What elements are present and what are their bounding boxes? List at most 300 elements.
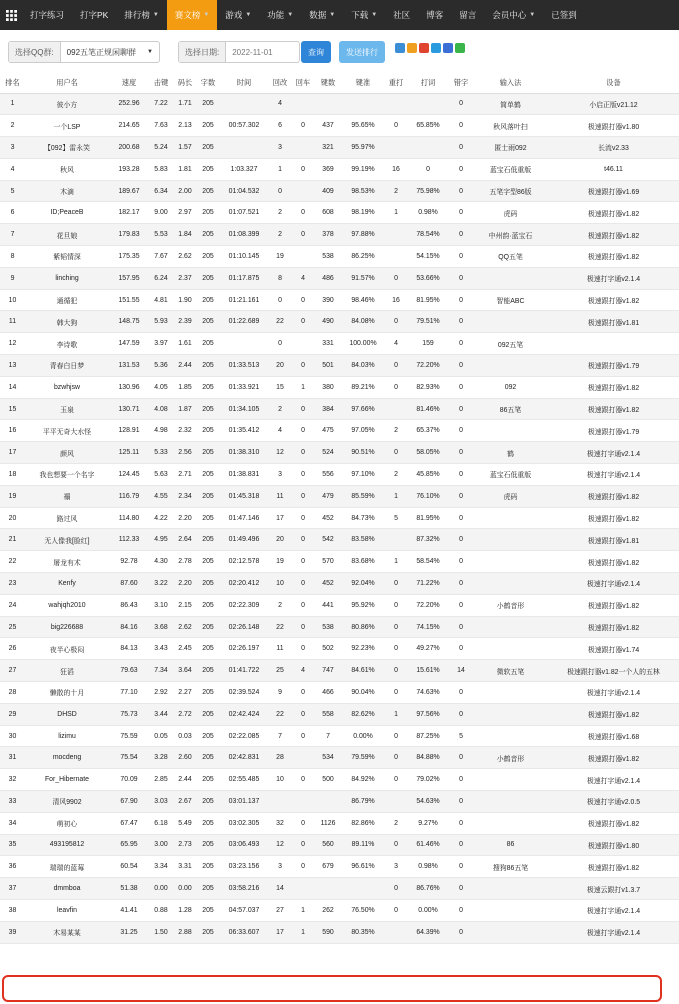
table-cell: 25 [0, 616, 25, 638]
table-cell: 86五笔 [473, 398, 548, 420]
table-cell: 0 [291, 834, 315, 856]
table-cell[interactable]: 禤 [25, 485, 109, 507]
table-cell[interactable]: linching [25, 267, 109, 289]
table-cell: 486 [315, 267, 341, 289]
table-cell [291, 747, 315, 769]
table-cell [473, 791, 548, 813]
table-row[interactable] [0, 224, 679, 246]
table-cell: 114.80 [109, 507, 149, 529]
nav-item-label: 游戏 [225, 10, 243, 20]
star-share-icon[interactable] [407, 43, 417, 53]
chevron-down-icon: ▼ [147, 49, 153, 55]
table-cell: 16 [385, 289, 407, 311]
table-cell: 01:49.496 [219, 529, 269, 551]
table-cell: 0 [449, 246, 473, 268]
column-header[interactable]: 重打 [385, 74, 407, 93]
table-cell: 54.63% [407, 791, 449, 813]
table-cell: 5.24 [149, 137, 173, 159]
column-header[interactable]: 回改 [269, 74, 291, 93]
table-cell: 90.51% [341, 442, 385, 464]
table-cell: 54.15% [407, 246, 449, 268]
table-header-row [0, 74, 679, 93]
table-cell: 97.10% [341, 464, 385, 486]
table-cell: 85.59% [341, 485, 385, 507]
table-cell: 84.73% [341, 507, 385, 529]
column-header[interactable]: 用户名 [25, 74, 109, 93]
table-cell: 76.50% [341, 899, 385, 921]
highlight-box [2, 975, 662, 1002]
table-cell[interactable]: big226688 [25, 616, 109, 638]
table-row[interactable] [0, 115, 679, 137]
table-cell: 01:17.875 [219, 267, 269, 289]
table-row[interactable] [0, 202, 679, 224]
table-cell [548, 333, 679, 355]
table-cell: 100.00% [341, 333, 385, 355]
table-row[interactable] [0, 856, 679, 878]
table-cell: 0 [449, 180, 473, 202]
table-cell: 19 [0, 485, 25, 507]
table-cell: 极速跟打器v1.82 [548, 507, 679, 529]
table-cell: 极速跟打器v1.82 [548, 398, 679, 420]
table-cell: 4.55 [149, 485, 173, 507]
table-cell[interactable]: 玉泉 [25, 398, 109, 420]
table-cell: 5.49 [173, 812, 197, 834]
table-cell: 0 [291, 551, 315, 573]
table-cell: 205 [197, 856, 219, 878]
table-cell: 02:12.578 [219, 551, 269, 573]
table-cell: 00:57.302 [219, 115, 269, 137]
caret-down-icon: ▼ [245, 12, 252, 18]
table-cell[interactable]: ID;PeaceB [25, 202, 109, 224]
wechat-share-icon[interactable] [455, 43, 465, 53]
table-cell: 7 [269, 725, 291, 747]
table-cell: 极速跟打器v1.69 [548, 180, 679, 202]
table-cell: 4 [0, 158, 25, 180]
column-header[interactable]: 击键 [149, 74, 173, 93]
table-cell: 9 [0, 267, 25, 289]
table-cell: 28 [0, 682, 25, 704]
table-cell: 1 [0, 93, 25, 115]
table-cell[interactable]: 清风9902 [25, 791, 109, 813]
table-cell[interactable]: 我也想要一个名字 [25, 464, 109, 486]
table-cell[interactable]: 狂滔 [25, 660, 109, 682]
table-cell[interactable]: 颜风 [25, 442, 109, 464]
nav-item[interactable] [22, 0, 72, 30]
table-cell: 0.00 [173, 878, 197, 900]
table-cell: 21 [0, 529, 25, 551]
nav-item[interactable] [259, 0, 301, 30]
weibo-share-icon[interactable] [419, 43, 429, 53]
table-cell: 01:33.513 [219, 355, 269, 377]
table-cell: 15 [0, 398, 25, 420]
table-cell[interactable]: 秋风 [25, 158, 109, 180]
table-cell [385, 529, 407, 551]
table-cell: 极速跟打器v1.81 [548, 529, 679, 551]
column-header[interactable]: 键准 [341, 74, 385, 93]
table-row[interactable] [0, 289, 679, 311]
date-picker[interactable] [178, 41, 300, 63]
table-cell: 01:38.310 [219, 442, 269, 464]
table-cell: 205 [197, 137, 219, 159]
table-cell[interactable]: 路过风 [25, 507, 109, 529]
table-row[interactable] [0, 355, 679, 377]
table-cell: 03:01.137 [219, 791, 269, 813]
table-cell: 02:20.412 [219, 573, 269, 595]
table-cell: 0 [291, 769, 315, 791]
table-row[interactable] [0, 180, 679, 202]
table-cell: 98.53% [341, 180, 385, 202]
table-row[interactable] [0, 660, 679, 682]
table-cell: 0 [291, 638, 315, 660]
table-cell: 157.95 [109, 267, 149, 289]
table-row[interactable] [0, 93, 679, 115]
column-header[interactable]: 键数 [315, 74, 341, 93]
nav-item[interactable] [116, 0, 166, 30]
nav-item-label: 打字PK [80, 10, 109, 20]
table-cell[interactable]: 一个LSP [25, 115, 109, 137]
nav-item[interactable] [451, 0, 484, 30]
table-row[interactable] [0, 594, 679, 616]
table-cell [473, 507, 548, 529]
table-cell: 0 [385, 355, 407, 377]
nav-item-label: 赛文榜 [174, 10, 201, 20]
column-header[interactable]: 错字 [449, 74, 473, 93]
table-cell[interactable]: 【092】雷永笑 [25, 137, 109, 159]
column-header[interactable]: 输入法 [473, 74, 548, 93]
table-cell: 极速打字通v2.1.4 [548, 769, 679, 791]
table-cell[interactable]: 萌初心 [25, 812, 109, 834]
table-cell: 极速打字通v2.1.4 [548, 682, 679, 704]
table-row[interactable] [0, 442, 679, 464]
table-cell: 10 [269, 573, 291, 595]
table-cell[interactable]: bzwhjsw [25, 376, 109, 398]
table-cell: 01:08.399 [219, 224, 269, 246]
table-cell: 6 [269, 115, 291, 137]
table-cell: 116.79 [109, 485, 149, 507]
table-cell[interactable]: dmmboa [25, 878, 109, 900]
table-cell: 24 [0, 594, 25, 616]
table-cell: 01:07.521 [219, 202, 269, 224]
table-cell[interactable]: 木滴 [25, 180, 109, 202]
column-header[interactable]: 码长 [173, 74, 197, 93]
table-cell: 74.63% [407, 682, 449, 704]
caret-down-icon: ▼ [329, 12, 336, 18]
table-cell [385, 921, 407, 943]
table-cell: 0.05 [149, 725, 173, 747]
table-cell: 0 [385, 638, 407, 660]
table-cell: 7.22 [149, 93, 173, 115]
table-cell: 75.54 [109, 747, 149, 769]
table-cell: 2.97 [173, 202, 197, 224]
table-cell: 79.51% [407, 311, 449, 333]
nav-item[interactable] [543, 0, 585, 30]
table-cell: 92.04% [341, 573, 385, 595]
table-cell[interactable]: wahjqh2010 [25, 594, 109, 616]
table-row[interactable] [0, 158, 679, 180]
table-row[interactable] [0, 267, 679, 289]
table-cell: 4.30 [149, 551, 173, 573]
table-cell[interactable]: leavfin [25, 899, 109, 921]
column-header[interactable]: 字数 [197, 74, 219, 93]
column-header[interactable]: 回车 [291, 74, 315, 93]
table-row[interactable] [0, 551, 679, 573]
table-cell: 79.59% [341, 747, 385, 769]
table-row[interactable] [0, 769, 679, 791]
table-row[interactable] [0, 485, 679, 507]
table-cell[interactable]: 李诗歌 [25, 333, 109, 355]
table-cell: 极速跟打器v1.81 [548, 311, 679, 333]
table-cell [291, 878, 315, 900]
table-cell: 205 [197, 202, 219, 224]
table-cell: 384 [315, 398, 341, 420]
table-row[interactable] [0, 573, 679, 595]
table-row[interactable] [0, 376, 679, 398]
table-row[interactable] [0, 398, 679, 420]
table-cell: 0 [449, 921, 473, 943]
table-cell: 17 [269, 507, 291, 529]
table-cell[interactable]: 493195812 [25, 834, 109, 856]
table-cell: 01:22.689 [219, 311, 269, 333]
table-cell: 82.93% [407, 376, 449, 398]
table-cell: 86 [473, 834, 548, 856]
table-row[interactable] [0, 834, 679, 856]
table-cell: 简单鹤 [473, 93, 548, 115]
table-cell: 8 [0, 246, 25, 268]
table-cell: 262 [315, 899, 341, 921]
table-row[interactable] [0, 725, 679, 747]
table-row[interactable] [0, 616, 679, 638]
table-cell: 205 [197, 224, 219, 246]
table-cell[interactable]: For_Hibernate [25, 769, 109, 791]
table-cell [473, 878, 548, 900]
table-row[interactable] [0, 137, 679, 159]
nav-item[interactable] [167, 0, 217, 30]
qzone-share-icon[interactable] [395, 43, 405, 53]
table-row[interactable] [0, 747, 679, 769]
table-cell: 84.13 [109, 638, 149, 660]
table-cell: 49.27% [407, 638, 449, 660]
table-cell: 20 [269, 355, 291, 377]
table-cell[interactable]: 平平无奇大水怪 [25, 420, 109, 442]
nav-item[interactable] [343, 0, 385, 30]
table-cell [291, 180, 315, 202]
table-cell: 205 [197, 747, 219, 769]
table-cell: 0 [385, 442, 407, 464]
table-row[interactable] [0, 899, 679, 921]
table-cell: 0 [291, 202, 315, 224]
table-cell: 7.63 [149, 115, 173, 137]
table-cell: 79.02% [407, 769, 449, 791]
table-row[interactable] [0, 791, 679, 813]
table-cell: 1:03.327 [219, 158, 269, 180]
table-cell[interactable]: 无人像我[脸红] [25, 529, 109, 551]
table-cell [473, 769, 548, 791]
column-header[interactable]: 设备 [548, 74, 679, 93]
table-cell: 151.55 [109, 289, 149, 311]
table-cell: 71.22% [407, 573, 449, 595]
table-cell: 441 [315, 594, 341, 616]
table-cell: 205 [197, 398, 219, 420]
table-cell[interactable]: lizimu [25, 725, 109, 747]
table-cell: 124.45 [109, 464, 149, 486]
nav-item-label: 会员中心 [492, 10, 527, 20]
table-cell: 51.38 [109, 878, 149, 900]
table-cell[interactable]: 通循犯 [25, 289, 109, 311]
table-cell: 182.17 [109, 202, 149, 224]
table-cell: 0 [385, 834, 407, 856]
table-cell[interactable]: 花旦娘 [25, 224, 109, 246]
table-cell: 02:26.197 [219, 638, 269, 660]
table-cell: 2.78 [173, 551, 197, 573]
table-cell: 0 [291, 311, 315, 333]
table-cell[interactable]: 青春白日梦 [25, 355, 109, 377]
table-cell: 5.33 [149, 442, 173, 464]
table-cell[interactable]: 夜半心极闷 [25, 638, 109, 660]
table-cell: 极速打字通v2.1.4 [548, 899, 679, 921]
column-header[interactable]: 速度 [109, 74, 149, 93]
table-cell: 53.66% [407, 267, 449, 289]
table-cell: 41.41 [109, 899, 149, 921]
table-cell: 87.60 [109, 573, 149, 595]
table-row[interactable] [0, 529, 679, 551]
table-cell: 58.05% [407, 442, 449, 464]
nav-item[interactable] [385, 0, 418, 30]
table-cell: 22 [0, 551, 25, 573]
table-cell: 331 [315, 333, 341, 355]
nav-item-label: 下载 [351, 10, 369, 20]
table-cell[interactable]: DHSD [25, 703, 109, 725]
table-cell: 3.34 [149, 856, 173, 878]
nav-item[interactable] [217, 0, 259, 30]
apps-grid-icon[interactable] [0, 0, 22, 30]
column-header[interactable]: 时间 [219, 74, 269, 93]
table-cell[interactable]: 彼小方 [25, 93, 109, 115]
column-header[interactable]: 排名 [0, 74, 25, 93]
table-cell[interactable]: 韩大狗 [25, 311, 109, 333]
table-cell [473, 355, 548, 377]
caret-down-icon: ▼ [529, 12, 536, 18]
nav-item[interactable] [72, 0, 116, 30]
table-cell: 2.56 [173, 442, 197, 464]
table-cell: 205 [197, 791, 219, 813]
table-cell: 18 [0, 464, 25, 486]
qq-group-select[interactable] [8, 41, 160, 63]
table-cell: t46.11 [548, 158, 679, 180]
table-cell[interactable]: 屠龙有术 [25, 551, 109, 573]
table-cell: 0 [449, 594, 473, 616]
table-cell: 390 [315, 289, 341, 311]
table-cell: 极速跟打器v1.82 [548, 224, 679, 246]
nav-item[interactable] [418, 0, 451, 30]
table-row[interactable] [0, 878, 679, 900]
table-cell: 2 [385, 812, 407, 834]
table-row[interactable] [0, 812, 679, 834]
table-cell: 475 [315, 420, 341, 442]
table-cell: 0 [449, 158, 473, 180]
table-cell [291, 246, 315, 268]
table-cell: 0 [385, 616, 407, 638]
table-cell: 2 [385, 420, 407, 442]
table-cell: 小启正版v21.12 [548, 93, 679, 115]
nav-item[interactable] [301, 0, 343, 30]
table-row[interactable] [0, 246, 679, 268]
table-cell[interactable]: 懒散的十月 [25, 682, 109, 704]
table-cell: 95.97% [341, 137, 385, 159]
table-cell: 72.20% [407, 594, 449, 616]
table-cell: 0.98% [407, 856, 449, 878]
table-cell: 542 [315, 529, 341, 551]
nav-item[interactable] [484, 0, 543, 30]
table-cell: 极速打字通v2.1.4 [548, 573, 679, 595]
table-cell [407, 93, 449, 115]
table-cell: 11 [269, 638, 291, 660]
table-cell[interactable]: 木易某某 [25, 921, 109, 943]
column-header[interactable]: 打词 [407, 74, 449, 93]
table-cell [219, 137, 269, 159]
table-cell: 205 [197, 529, 219, 551]
table-cell: 608 [315, 202, 341, 224]
table-cell: 97.05% [341, 420, 385, 442]
table-cell: 5 [0, 180, 25, 202]
table-cell[interactable]: Kenfy [25, 573, 109, 595]
table-cell: 0 [291, 355, 315, 377]
table-row[interactable] [0, 333, 679, 355]
table-row[interactable] [0, 507, 679, 529]
table-row[interactable] [0, 921, 679, 943]
table-row[interactable] [0, 420, 679, 442]
query-button[interactable]: 查询 [301, 41, 331, 63]
table-cell: 524 [315, 442, 341, 464]
table-cell[interactable]: 瑞瑞的蓝莓 [25, 856, 109, 878]
table-cell: 570 [315, 551, 341, 573]
table-cell: 29 [0, 703, 25, 725]
tencent-share-icon[interactable] [431, 43, 441, 53]
table-cell: 205 [197, 616, 219, 638]
renren-share-icon[interactable] [443, 43, 453, 53]
table-row[interactable] [0, 682, 679, 704]
table-row[interactable] [0, 703, 679, 725]
table-cell [385, 246, 407, 268]
table-cell: 98.19% [341, 202, 385, 224]
table-cell: 22 [269, 703, 291, 725]
table-cell: 02:22.309 [219, 594, 269, 616]
table-cell: 205 [197, 921, 219, 943]
qq-group-label: 选择QQ群: [9, 42, 61, 62]
table-row[interactable] [0, 311, 679, 333]
table-cell[interactable]: 紫韬情深 [25, 246, 109, 268]
table-cell[interactable]: mocdeng [25, 747, 109, 769]
table-cell: 02:26.148 [219, 616, 269, 638]
table-row[interactable] [0, 638, 679, 660]
table-cell [473, 682, 548, 704]
table-cell: 3 [269, 137, 291, 159]
table-cell [341, 878, 385, 900]
table-row[interactable] [0, 464, 679, 486]
table-cell: 01:35.412 [219, 420, 269, 442]
table-cell: 92.78 [109, 551, 149, 573]
nav-item-label: 社区 [393, 10, 411, 20]
table-cell: 极速跟打器v1.80 [548, 115, 679, 137]
table-cell: 58.54% [407, 551, 449, 573]
table-cell: 12 [0, 333, 25, 355]
table-cell: 0 [449, 485, 473, 507]
table-cell: 14 [449, 660, 473, 682]
table-cell: 6.18 [149, 812, 173, 834]
table-cell: 97.66% [341, 398, 385, 420]
table-cell: 74.15% [407, 616, 449, 638]
send-ranking-button[interactable]: 发送排行 [339, 41, 385, 63]
table-cell: 34 [0, 812, 25, 834]
